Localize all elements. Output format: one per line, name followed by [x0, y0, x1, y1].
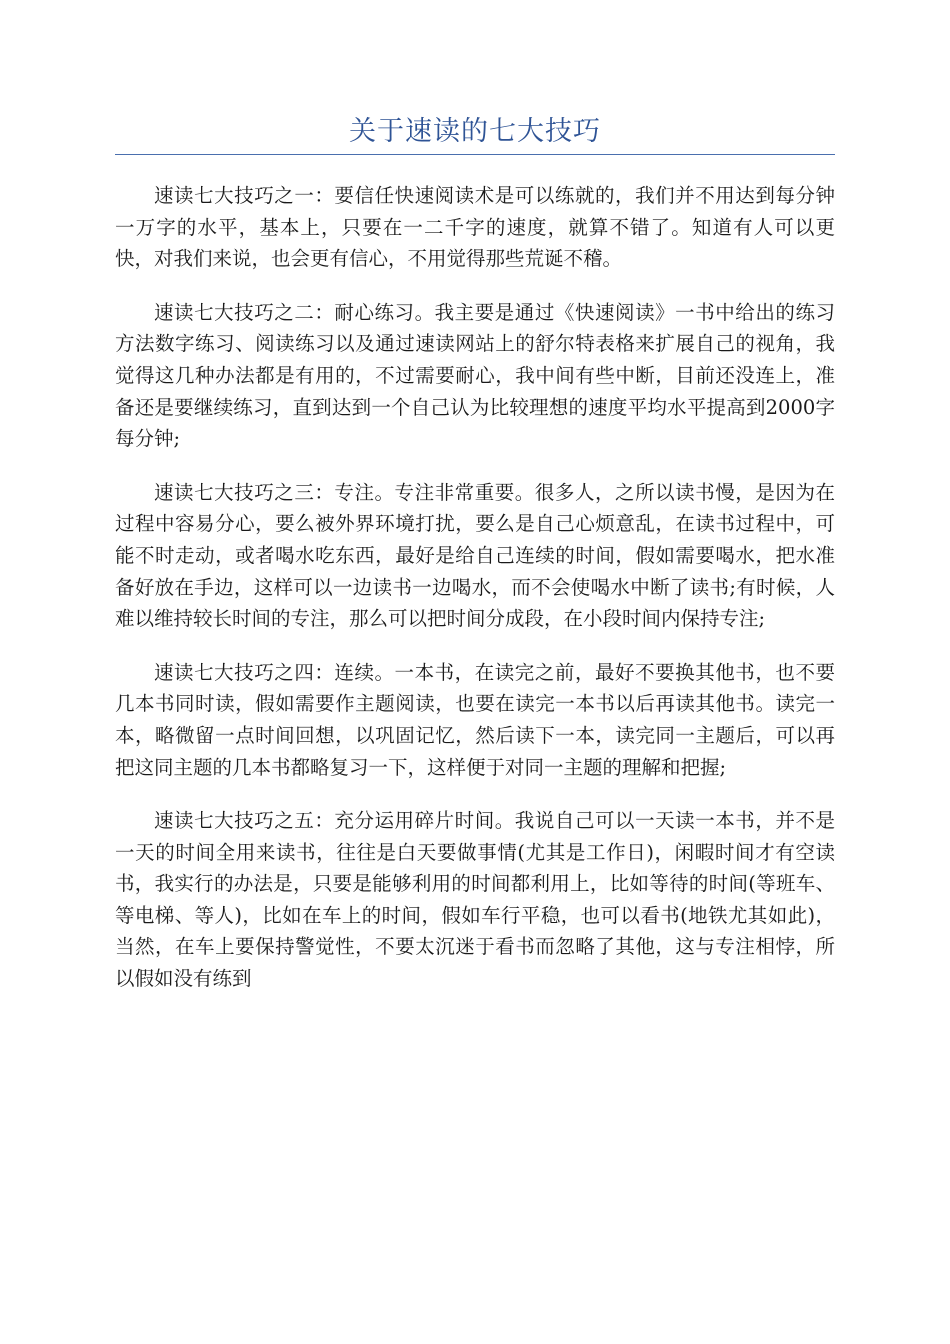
paragraph-tip-4: 速读七大技巧之四：连续。一本书，在读完之前，最好不要换其他书，也不要几本书同时读，假如需要作主题阅读，也要在读完一本书以后再读其他书。读完一本，略微留一点时间回想，以巩固记忆，然后读下一本，读完同一主题后，可以再把这同主题的几本书都略复习一下，这样便于对同一主题的理解和把握; [115, 660, 835, 779]
paragraph-tip-3: 速读七大技巧之三：专注。专注非常重要。很多人，之所以读书慢，是因为在过程中容易分心，要么被外界环境打扰，要么是自己心烦意乱，在读书过程中，可能不时走动，或者喝水吃东西，最好是给自己连续的时间，假如需要喝水，把水准备好放在手边，这样可以一边读书一边喝水，而不会使喝水中断了读书;有时候，人难以维持较长时间的专注，那么可以把时间分成段，在小段时间内保持专注; [115, 480, 835, 631]
paragraph-tip-2: 速读七大技巧之二：耐心练习。我主要是通过《快速阅读》一书中给出的练习方法数字练习、阅读练习以及通过速读网站上的舒尔特表格来扩展自己的视角，我觉得这几种办法都是有用的，不过需要耐心，我中间有些中断，目前还没连上，准备还是要继续练习，直到达到一个自己认为比较理想的速度平均水平提高到2000字每分钟; [115, 300, 835, 451]
document-body [115, 180, 835, 1017]
paragraph-tip-5: 速读七大技巧之五：充分运用碎片时间。我说自己可以一天读一本书，并不是一天的时间全用来读书，往往是白天要做事情(尤其是工作日)，闲暇时间才有空读书，我实行的办法是，只要是能够利用的时间都利用上，比如等待的时间(等班车、等电梯、等人)，比如在车上的时间，假如车行平稳，也可以看书(地铁尤其如此)，当然，在车上要保持警觉性，不要太沉迷于看书而忽略了其他，这与专注相悖，所以假如没有练到 [115, 809, 835, 991]
title-underline [115, 154, 835, 155]
document-title: 关于速读的七大技巧 [349, 116, 601, 147]
paragraph-tip-1: 速读七大技巧之一：要信任快速阅读术是可以练就的，我们并不用达到每分钟一万字的水平，基本上，只要在一二千字的速度，就算不错了。知道有人可以更快，对我们来说，也会更有信心，不用觉得那些荒诞不稽。 [115, 184, 835, 271]
